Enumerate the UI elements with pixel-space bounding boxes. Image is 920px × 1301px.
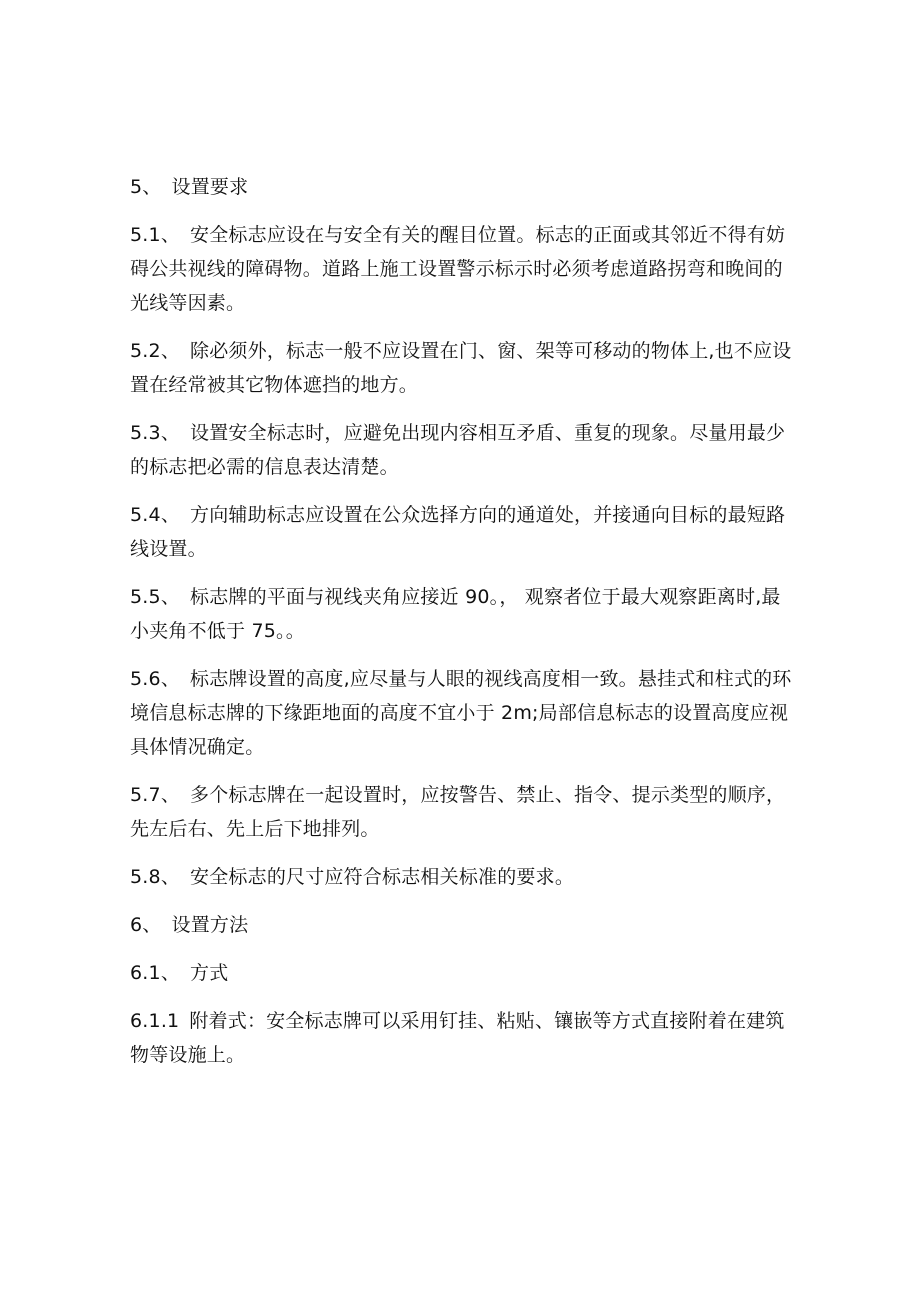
clause-text: 附着式：安全标志牌可以采用钉挂、粘贴、镶嵌等方式直接附着在建筑物等设施上。 — [130, 1010, 785, 1066]
clause-6-1-1 — [130, 1004, 798, 1072]
clause-number: 5.6、 — [130, 668, 181, 690]
clause-number: 5.8、 — [130, 866, 181, 888]
clause-text: 除必须外，标志一般不应设置在门、窗、架等可移动的物体上,也不应设置在经常被其它物体遮挡的地方。 — [130, 340, 792, 396]
section-number: 5、 — [130, 176, 162, 198]
clause-text: 标志牌的平面与视线夹角应接近 90。， 观察者位于最大观察距离时,最小夹角不低于 75。。 — [130, 586, 781, 642]
document-body — [130, 170, 798, 1086]
section-title: 设置方法 — [171, 914, 249, 936]
section-heading-5 — [130, 170, 798, 204]
clause-5-1 — [130, 218, 798, 320]
clause-text: 方式 — [190, 962, 229, 984]
section-title: 设置要求 — [171, 176, 249, 198]
clause-5-2 — [130, 334, 798, 402]
clause-text: 安全标志应设在与安全有关的醒目位置。标志的正面或其邻近不得有妨碍公共视线的障碍物。道路上施工设置警示标示时必须考虑道路拐弯和晚间的光线等因素。 — [130, 224, 786, 314]
clause-number: 5.2、 — [130, 340, 181, 362]
clause-number: 6.1、 — [130, 962, 181, 984]
clause-number: 5.3、 — [130, 422, 181, 444]
clause-5-5 — [130, 580, 798, 648]
clause-text: 标志牌设置的高度,应尽量与人眼的视线高度相一致。悬挂式和柱式的环境信息标志牌的下缘距地面的高度不宜小于 2m;局部信息标志的设置高度应视具体情况确定。 — [130, 668, 792, 758]
clause-text: 安全标志的尺寸应符合标志相关标准的要求。 — [190, 866, 575, 888]
clause-text: 多个标志牌在一起设置时，应按警告、禁止、指令、提示类型的顺序，先左后右、先上后下地排列。 — [130, 784, 786, 840]
clause-5-6 — [130, 662, 798, 764]
clause-number: 6.1.1 — [130, 1010, 180, 1032]
clause-6-1 — [130, 956, 798, 990]
clause-text: 设置安全标志时，应避免出现内容相互矛盾、重复的现象。尽量用最少的标志把必需的信息表达清楚。 — [130, 422, 786, 478]
clause-5-7 — [130, 778, 798, 846]
clause-5-8 — [130, 860, 798, 894]
clause-text: 方向辅助标志应设置在公众选择方向的通道处，并接通向目标的最短路线设置。 — [130, 504, 786, 560]
clause-number: 5.7、 — [130, 784, 181, 806]
clause-number: 5.5、 — [130, 586, 181, 608]
section-heading-6 — [130, 908, 798, 942]
section-number: 6、 — [130, 914, 162, 936]
clause-number: 5.4、 — [130, 504, 181, 526]
clause-5-3 — [130, 416, 798, 484]
clause-number: 5.1、 — [130, 224, 181, 246]
clause-5-4 — [130, 498, 798, 566]
